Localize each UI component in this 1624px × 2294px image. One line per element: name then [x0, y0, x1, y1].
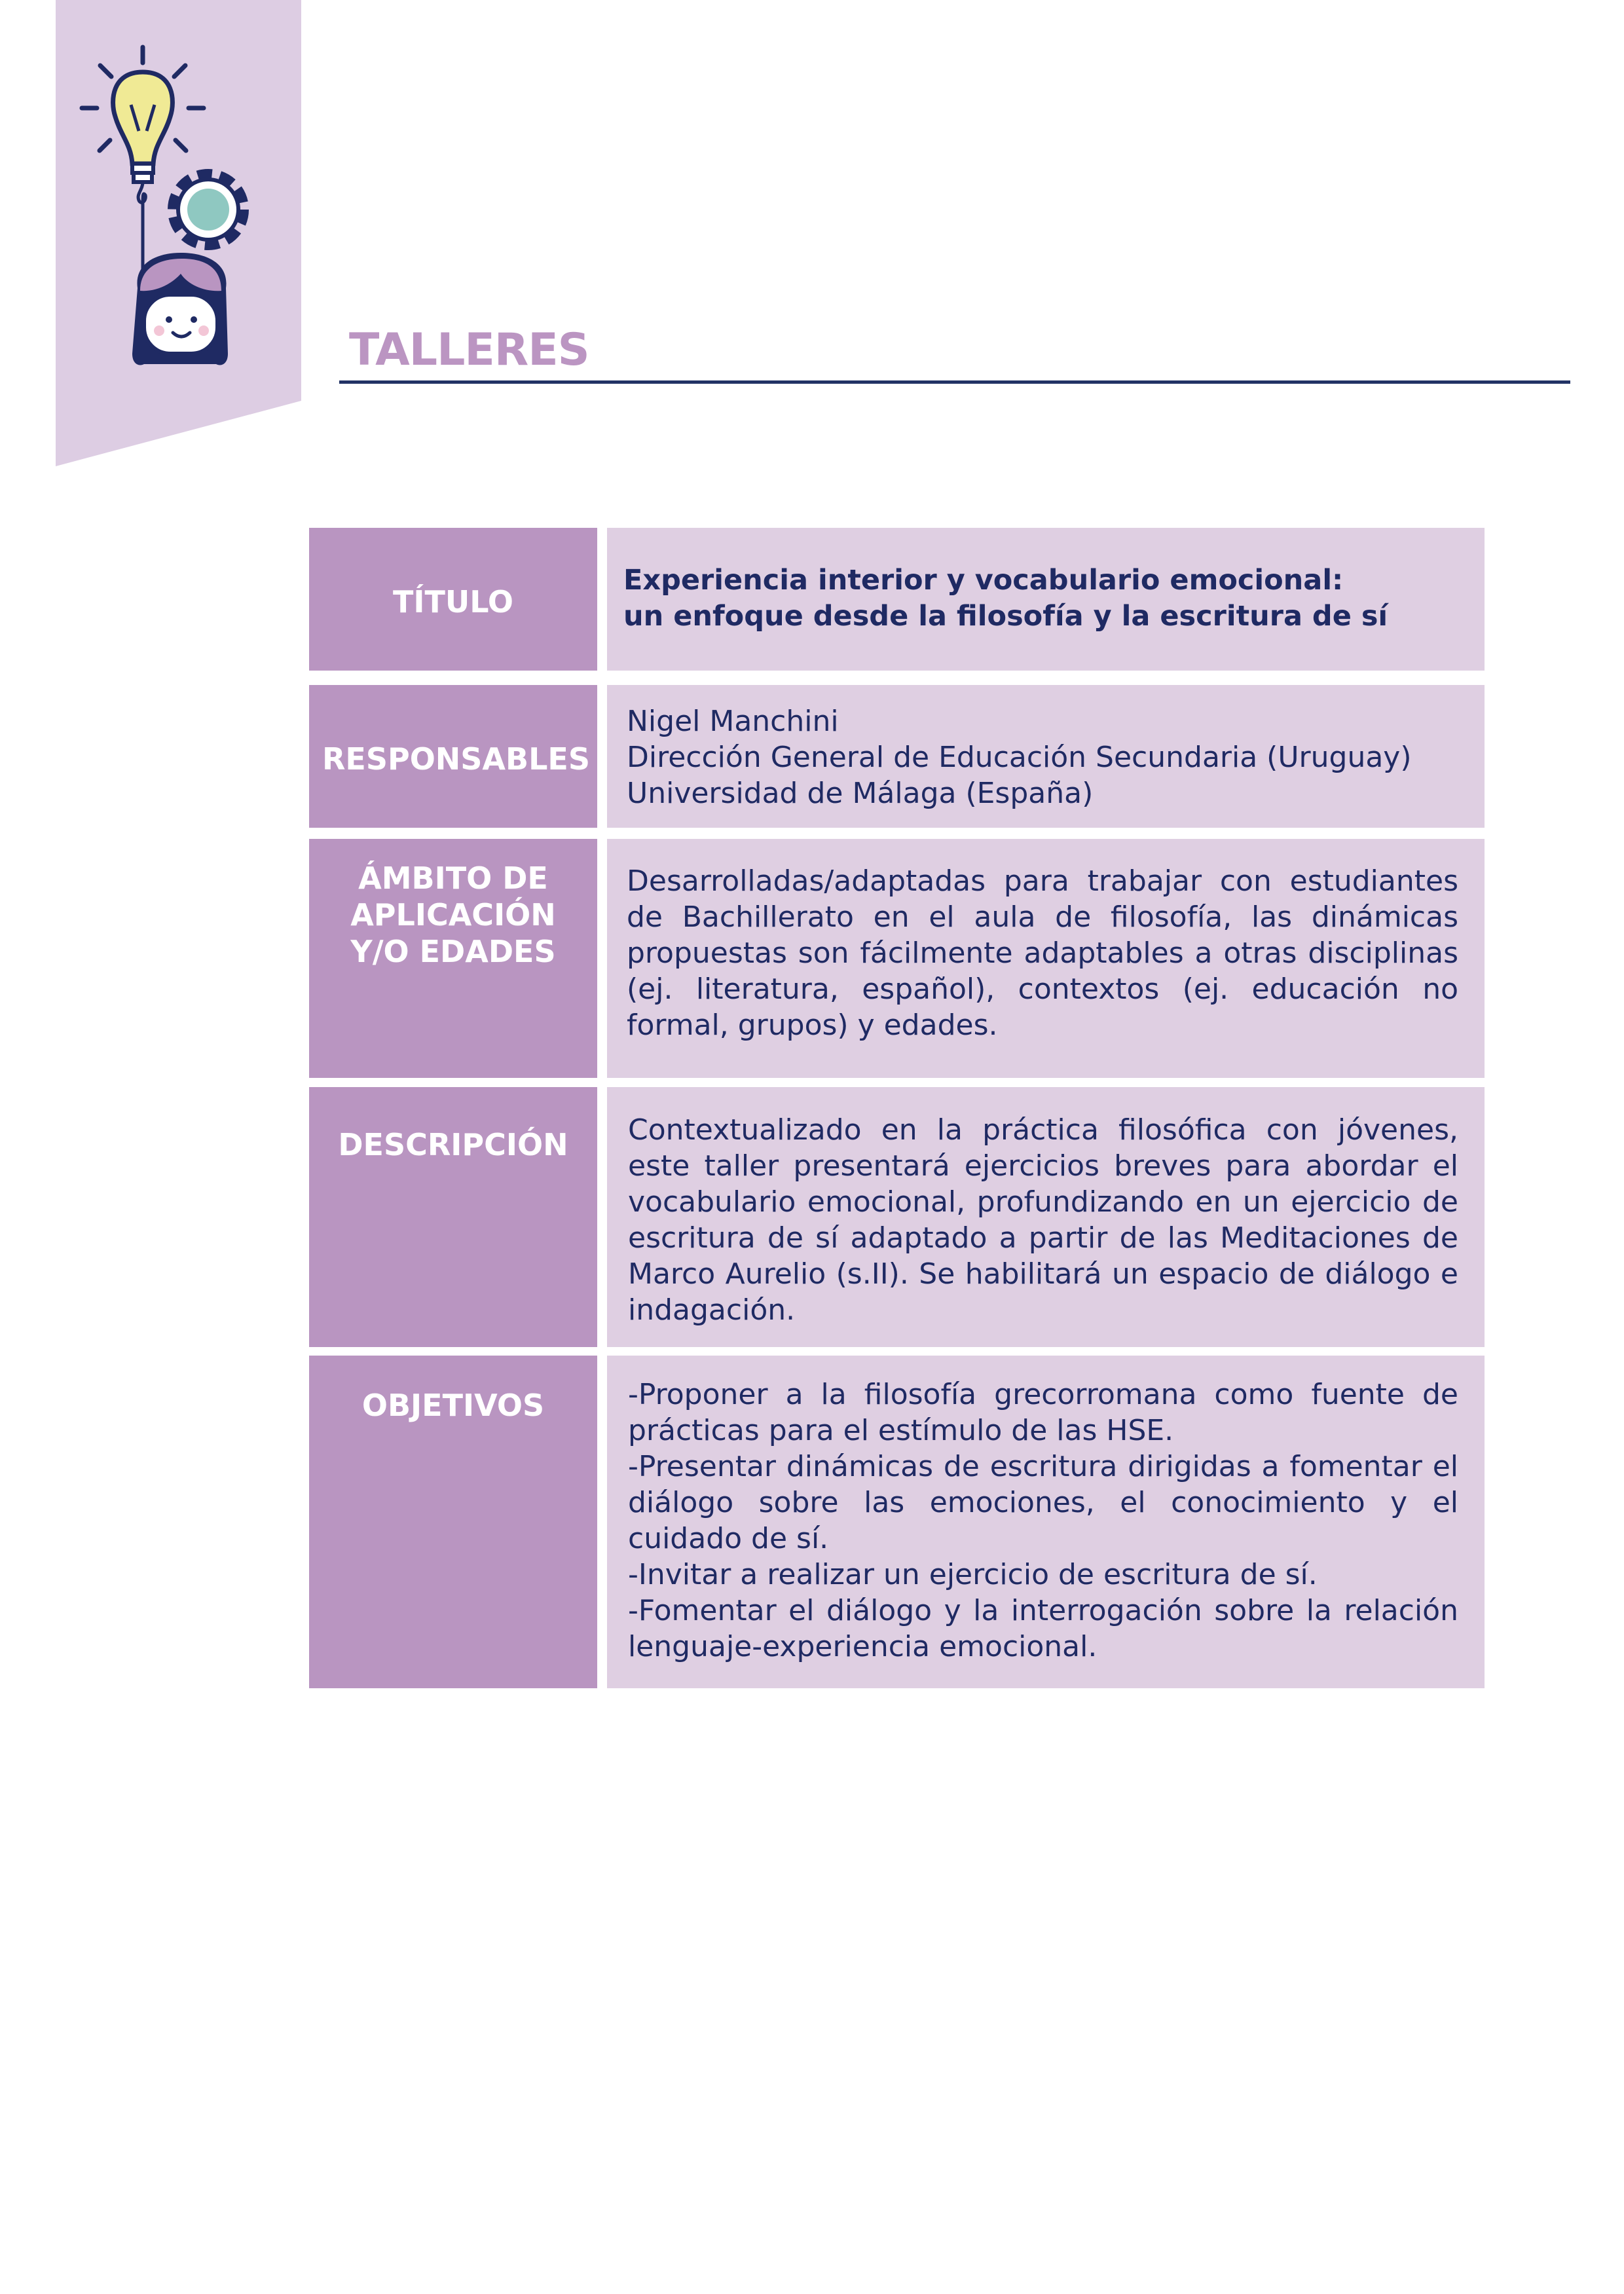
- ambito-text: Desarrolladas/adaptadas para trabajar con estudiantes de Bachillerato en el aula de filosofía, las dinámicas propuestas son fácilmente adaptables a otras disciplinas (ej. literatura, español), contextos (ej. educación no formal, grupos) y edades.: [627, 864, 1458, 1042]
- label-ambito: [309, 839, 597, 1078]
- section-title: TALLERES: [349, 324, 589, 376]
- content-descripcion: [607, 1087, 1485, 1347]
- label-line: TÍTULO: [393, 584, 513, 620]
- label-line: RESPONSABLES: [322, 741, 590, 777]
- title-divider: [339, 380, 1570, 384]
- label-line: DESCRIPCIÓN: [338, 1127, 568, 1162]
- label-line: OBJETIVOS: [361, 1388, 545, 1423]
- title-line: un enfoque desde la filosofía y la escritura de sí: [623, 600, 1388, 633]
- content-responsables: [607, 685, 1485, 828]
- content-objetivos: [607, 1356, 1485, 1688]
- responsible-line: Dirección General de Educación Secundaria (Uruguay): [627, 741, 1412, 774]
- objective-item: -Invitar a realizar un ejercicio de escritura de sí.: [628, 1558, 1318, 1591]
- responsible-line: Universidad de Málaga (España): [627, 777, 1094, 810]
- objective-item: -Fomentar el diálogo y la interrogación sobre la relación lenguaje-experiencia emocional.: [628, 1594, 1458, 1663]
- objective-item: -Presentar dinámicas de escritura dirigidas a fomentar el diálogo sobre las emociones, el conocimiento y el cuidado de sí.: [628, 1450, 1458, 1555]
- content-titulo: [607, 528, 1485, 671]
- label-descripcion: [309, 1087, 597, 1347]
- content-ambito: [607, 839, 1485, 1078]
- title-line: Experiencia interior y vocabulario emocional:: [623, 564, 1344, 597]
- label-responsables: [309, 685, 597, 828]
- objective-item: -Proponer a la filosofía grecorromana como fuente de prácticas para el estímulo de las HSE.: [628, 1378, 1458, 1447]
- descripcion-text: Contextualizado en la práctica filosófica con jóvenes, este taller presentará ejercicios breves para abordar el vocabulario emocional, profundizando en un ejercicio de escritura de sí adaptado a partir de las Meditaciones de Marco Aurelio (s.II). Se habilitará un espacio de diálogo e indagación.: [628, 1113, 1458, 1327]
- responsible-line: Nigel Manchini: [627, 705, 839, 738]
- girl-face-icon: [132, 253, 228, 365]
- label-line: ÁMBITO DE: [358, 860, 548, 896]
- label-objetivos: [309, 1356, 597, 1688]
- label-line: APLICACIÓN: [350, 897, 556, 933]
- label-titulo: [309, 528, 597, 671]
- label-line: Y/O EDADES: [350, 934, 556, 969]
